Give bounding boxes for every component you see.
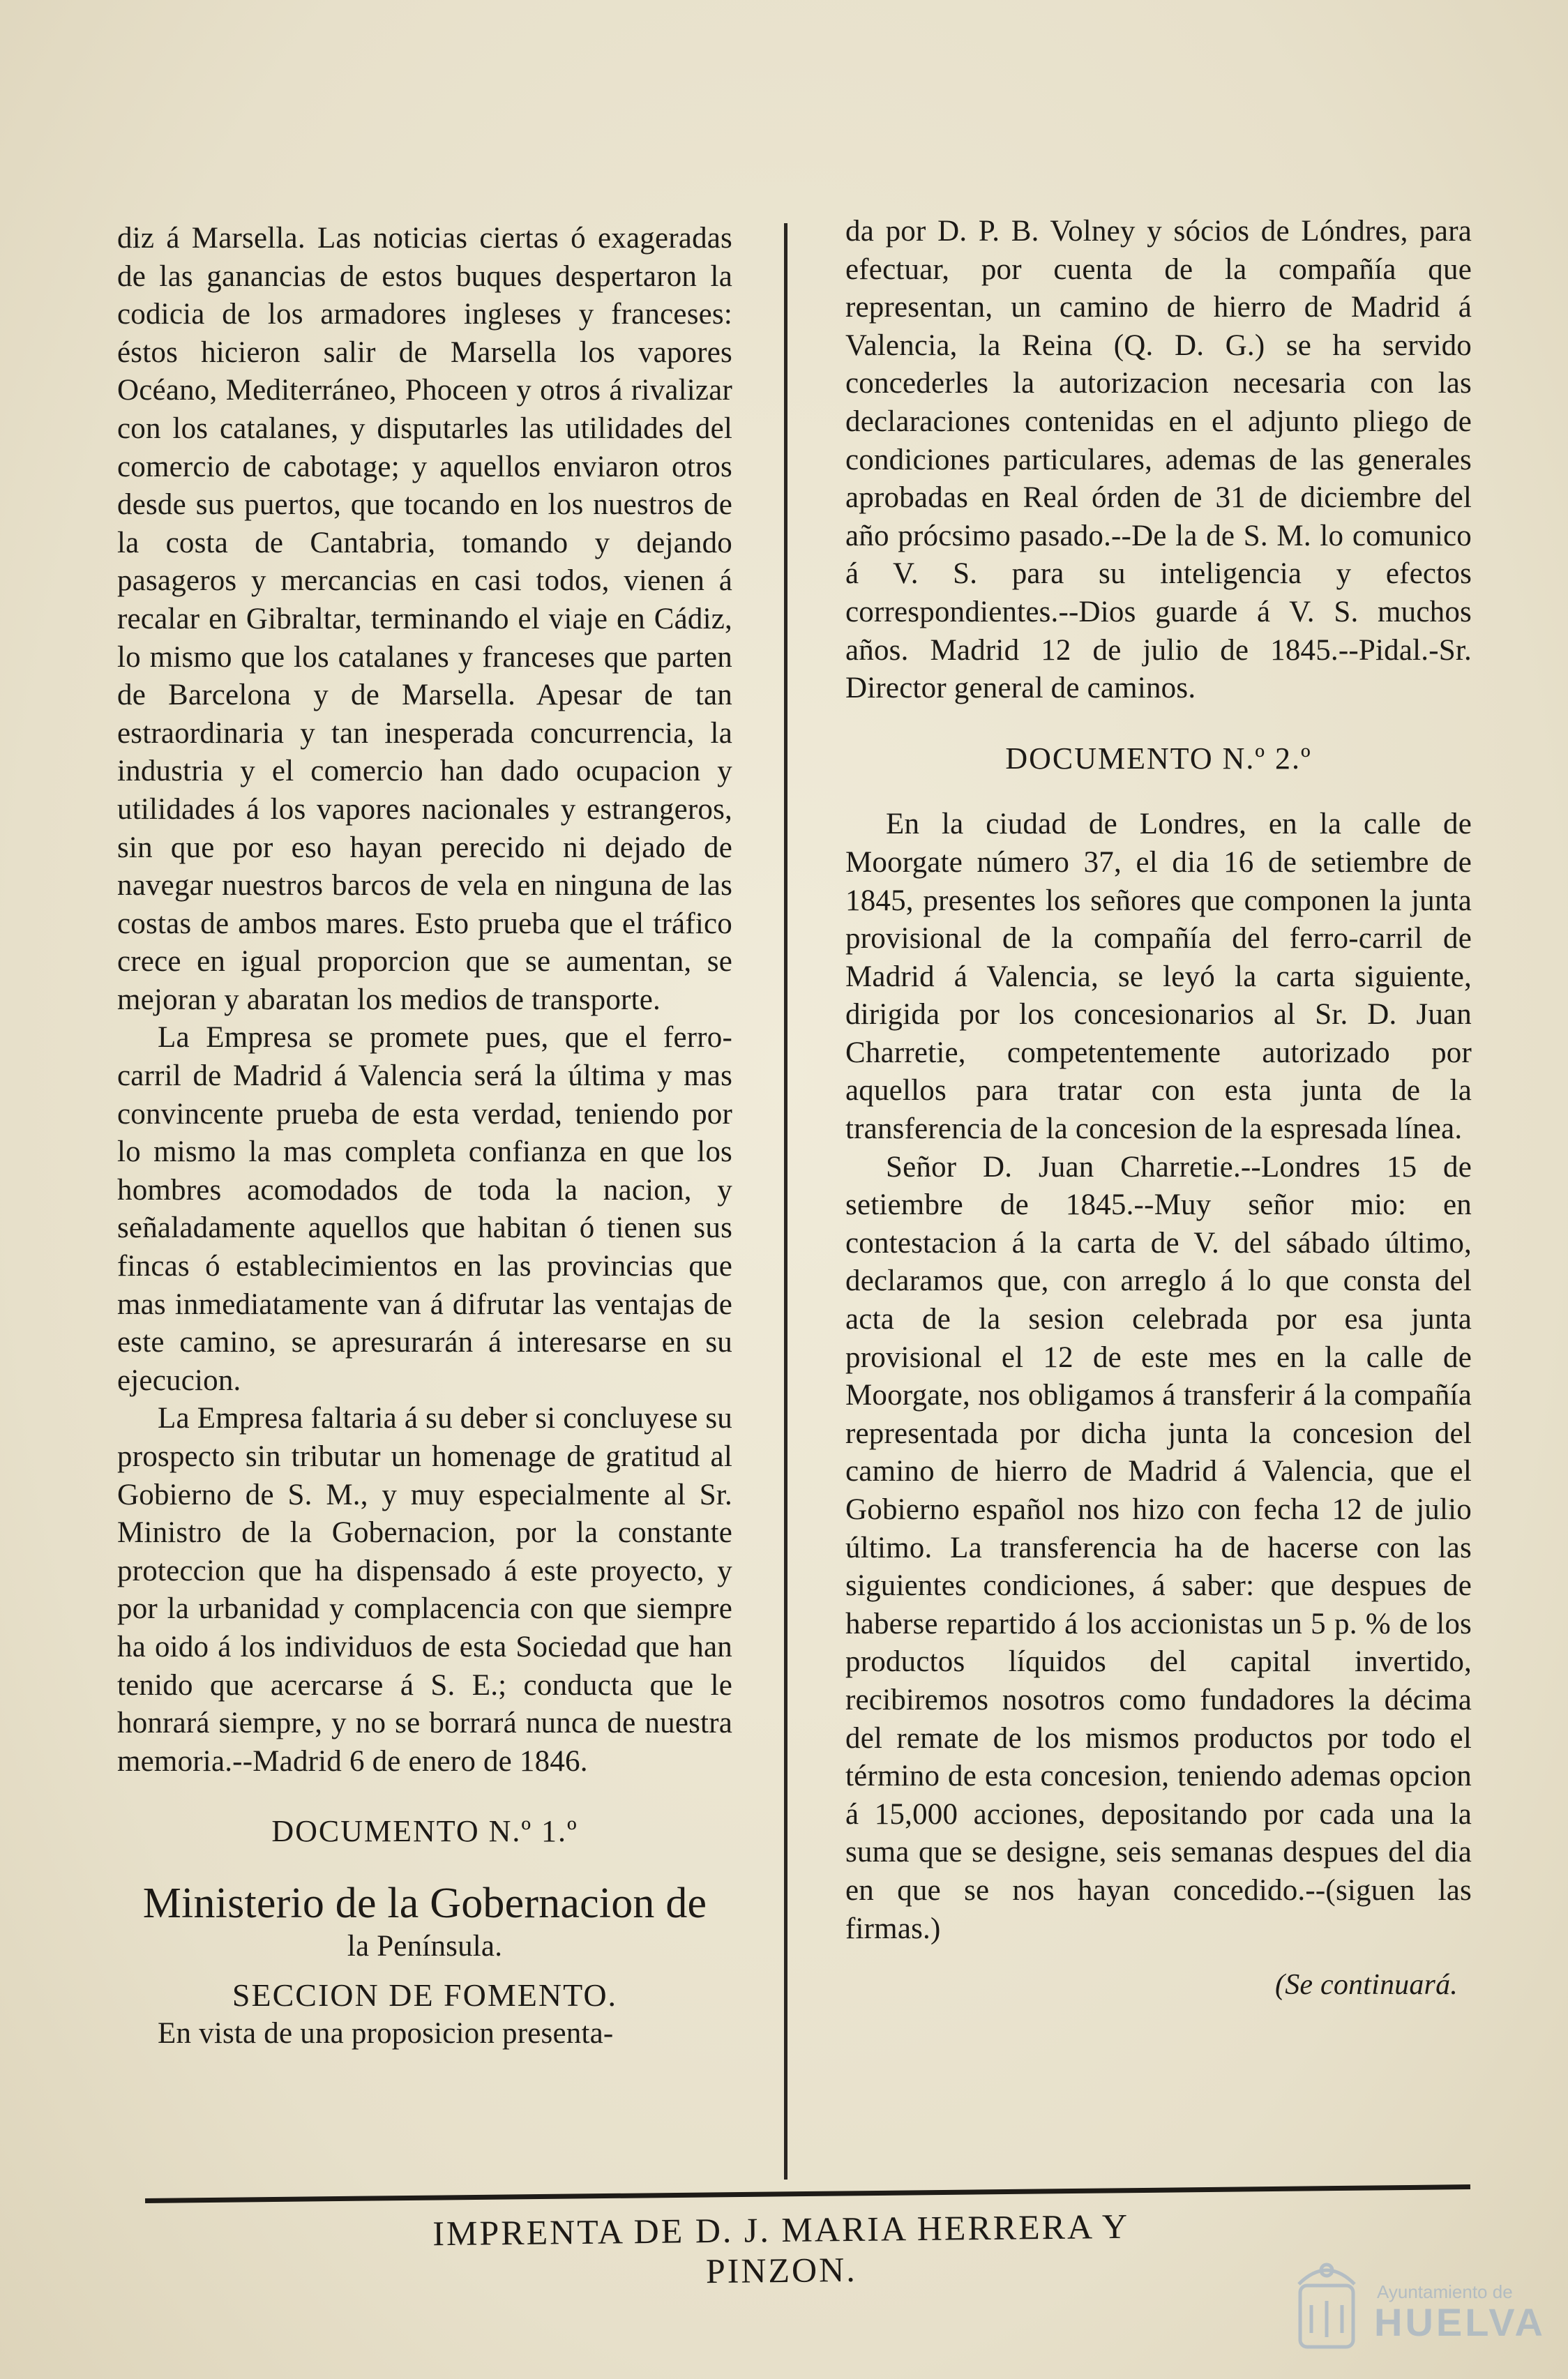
left-paragraph-1: diz á Marsella. Las noticias ciertas ó exageradas de las ganancias de estos buques despertaron la codicia de los armadores ingleses y franceses: éstos hicieron salir de Marsella los vapores Océano, Mediterráneo, Phoceen y otros á rivalizar con los catalanes, y disputarles las utilidades del comercio de cabotage; y aquellos enviaron otros desde sus puertos, que tocando en los nuestros de la costa de Cantabria, tomando y dejando pasageros y mercancias en casi todos, vienen á recalar en Gibraltar, terminando el viaje en Cádiz, lo mismo que los catalanes y franceses que parten de Barcelona y de Marsella. Apesar de tan estraordinaria y tan inesperada concurrencia, la industria y el comercio han dado ocupacion y utilidades á los vapores nacionales y estrangeros, sin que por eso hayan perecido ni dejado de navegar nuestros barcos de vela en ninguna de las costas de ambos mares. Esto prueba que el tráfico crece en igual proporcion que se aumentan, se mejoran y abaratan los medios de transporte. xyxy=(117,222,732,1016)
watermark-line-2: HUELVA xyxy=(1374,2300,1546,2344)
left-tail-text: En vista de una proposicion presenta- xyxy=(158,2016,614,2050)
right-column xyxy=(845,213,1472,2004)
continuation-note: (Se continuará. xyxy=(1275,1969,1458,2002)
ministry-subtitle: la Península. xyxy=(347,1929,503,1963)
right-opening-paragraph: da por D. P. B. Volney y sócios de Lóndres, para efectuar, por cuenta de la compañía que representan, un camino de hierro de Madrid á Valencia, la Reina (Q. D. G.) se ha servido concederles la autorizacion necesaria con las declaraciones contenidas en el adjunto pliego de condiciones particulares, ademas de las generales aprobadas en Real órden de 31 de diciembre del año prócsimo pasado.--De la de S. M. lo comunico á V. S. para su inteligencia y efectos correspondientes.--Dios guarde á V. S. muchos años. Madrid 12 de julio de 1845.--Pidal.-Sr. Director general de caminos. xyxy=(845,215,1472,705)
left-paragraph-3: La Empresa faltaria á su deber si concluyese su prospecto sin tributar un homenage de gratitud al Gobierno de S. M., y muy especialmente al Sr. Ministro de la Gobernacion, por la constante proteccion que ha dispensado á este proyecto, y por la urbanidad y complacencia con que siempre ha oido á los individuos de esta Sociedad que han tenido que acercarse á S. E.; conducta que le honrará siempre, y no se borrará nunca de nuestra memoria.--Madrid 6 de enero de 1846. xyxy=(117,1402,732,1778)
left-paragraph-2: La Empresa se promete pues, que el ferro-carril de Madrid á Valencia será la última y mas convincente prueba de esta verdad, teniendo por lo mismo la mas completa confianza en que los hombres acomodados de toda la nacion, y señaladamente aquellos que habitan ó tienen sus fincas ó establecimientos en las provincias que mas inmediatamente van á difrutar las ventajas de este camino, se apresurarán á interesarse en su ejecucion. xyxy=(117,1021,732,1397)
ministry-title: Ministerio de la Gobernacion de xyxy=(142,1879,707,1927)
right-paragraph-1: En la ciudad de Londres, en la calle de Moorgate número 37, el dia 16 de setiembre de 1845, presentes los señores que componen la junta provisional de la compañía del ferro-carril de Madrid á Valencia, se leyó la carta siguiente, dirigida por los concesionarios al Sr. D. Juan Charretie, competentemente autorizado por aquellos para tratar con esta junta de la transferencia de la concesion de la espresada línea. xyxy=(845,808,1472,1146)
right-paragraph-2: Señor D. Juan Charretie.--Londres 15 de setiembre de 1845.--Muy señor mio: en contestacion á la carta de V. del sábado último, declaramos que, con arreglo á lo que consta del acta de la sesion celebrada por esa junta provisional el 12 de este mes en la calle de Moorgate, nos obligamos á transferir á la compañía representada por dicha junta la concesion del camino de hierro de Madrid á Valencia, que el Gobierno español nos hizo con fecha 12 de julio último. La transferencia ha de hacerse con las siguientes condiciones, á saber: que despues de haberse repartido á los accionistas un 5 p. % de los productos líquidos del capital invertido, recibiremos nosotros como fundadores la décima del remate de los mismos productos por todo el término de esta concesion, teniendo ademas opcion á 15,000 acciones, depositando por cada una la suma que se designe, seis semanas despues del dia en que se nos hayan concedido.--(siguen las firmas.) xyxy=(845,1150,1472,1945)
document-1-heading: DOCUMENTO N.º 1.º xyxy=(271,1814,578,1849)
footer-rule xyxy=(145,2184,1470,2203)
watermark xyxy=(1285,2249,1546,2361)
section-title: SECCION DE FOMENTO. xyxy=(232,1977,618,2013)
document-2-heading: DOCUMENTO N.º 2.º xyxy=(1005,741,1312,776)
watermark-line-1: Ayuntamiento de xyxy=(1377,2281,1513,2302)
printer-imprint: IMPRENTA DE D. J. MARIA HERRERA Y PINZON. xyxy=(432,2206,1130,2291)
left-column xyxy=(117,220,732,2053)
city-seal-icon xyxy=(1285,2249,1369,2361)
column-divider xyxy=(784,223,787,2180)
